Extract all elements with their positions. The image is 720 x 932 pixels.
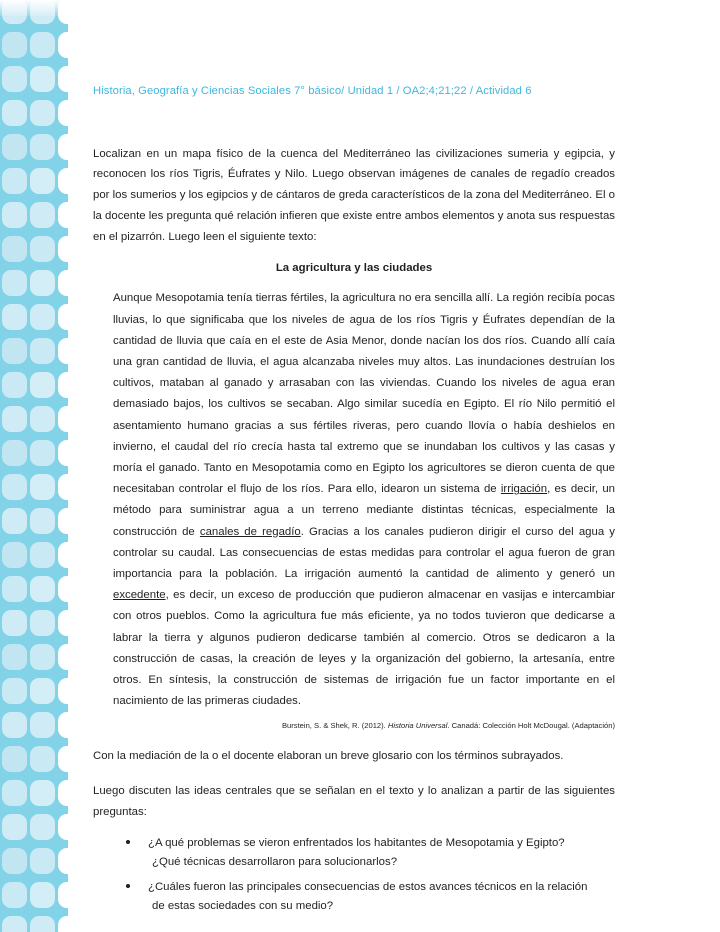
border-tile: [58, 304, 68, 330]
border-tile: [58, 508, 68, 534]
border-tile-row: [0, 538, 68, 572]
border-tile: [2, 406, 27, 432]
border-tile: [58, 678, 68, 704]
border-tile: [58, 236, 68, 262]
citation-publisher: . Canadá: Colección Holt McDougal. (Adaptación): [447, 721, 615, 731]
reading-part-2: , es decir, un método para suministrar agua a un terreno mediante distintas técnicas, especialmente la construcción de: [113, 483, 615, 538]
border-tile-row: [0, 130, 68, 164]
border-tile: [30, 338, 55, 364]
border-tile: [58, 168, 68, 194]
citation-authors-year: Burstein, S. & Shek, R. (2012).: [281, 721, 388, 731]
border-tile: [58, 134, 68, 160]
border-top-fade: [0, 0, 68, 16]
border-tile: [30, 406, 55, 432]
border-tile-row: [0, 776, 68, 810]
border-tile: [2, 304, 27, 330]
border-tile-row: [0, 640, 68, 674]
border-tile: [30, 270, 55, 296]
border-tile: [30, 916, 55, 932]
border-tile: [58, 610, 68, 636]
border-tile: [58, 32, 68, 58]
border-tile-row: [0, 742, 68, 776]
border-tile: [58, 644, 68, 670]
discussion-instruction-paragraph: Luego discuten las ideas centrales que se señalan en el texto y lo analizan a partir de las siguientes preguntas:: [93, 784, 615, 818]
border-tile: [30, 644, 55, 670]
border-tile-row: [0, 572, 68, 606]
border-tile: [58, 712, 68, 738]
border-tile: [2, 678, 27, 704]
glossary-term-excedente: excedente: [113, 589, 166, 602]
border-tile: [30, 304, 55, 330]
border-tile: [2, 372, 27, 398]
border-tile: [2, 882, 27, 908]
glossary-term-irrigacion: irrigación: [500, 483, 548, 496]
border-tile: [2, 32, 27, 58]
border-tile: [58, 202, 68, 228]
border-tile: [58, 814, 68, 840]
border-tile: [58, 882, 68, 908]
border-tile: [30, 372, 55, 398]
border-tile: [2, 916, 27, 932]
border-tile: [2, 168, 27, 194]
border-tile: [2, 440, 27, 466]
border-tile: [58, 100, 68, 126]
border-tile-row: [0, 708, 68, 742]
border-tile: [30, 66, 55, 92]
border-tile: [58, 916, 68, 932]
border-tile: [58, 542, 68, 568]
border-tile-row: [0, 674, 68, 708]
border-tile: [58, 66, 68, 92]
border-tile: [2, 134, 27, 160]
border-tile: [30, 576, 55, 602]
glossary-instruction-paragraph: Con la mediación de la o el docente elaboran un breve glosario con los términos subrayados.: [93, 750, 564, 762]
border-tile-row: [0, 606, 68, 640]
question-list: [93, 834, 615, 915]
source-citation: [113, 721, 615, 732]
border-tile-row: [0, 368, 68, 402]
border-tile: [2, 576, 27, 602]
reading-title: La agricultura y las ciudades: [275, 262, 433, 275]
border-tile: [2, 610, 27, 636]
border-tile: [30, 440, 55, 466]
border-tile: [58, 270, 68, 296]
border-tile: [2, 780, 27, 806]
reading-part-1: Aunque Mesopotamia tenía tierras fértiles, la agricultura no era sencilla allí. La región recibía pocas lluvias, lo que significaba que los niveles de agua de los ríos Tigris y Éufrates dependían de la cantidad de lluvia que caía en el este de Asia Menor, donde nacían los dos ríos. Cuando allí caía una gran cantidad de lluvia, el agua alcanzaba niveles muy altos. Las inundaciones destruían los cultivos, mataban al ganado y arrasaban con las viviendas. Cuando los niveles de agua eran demasiado bajos, los cultivos se secaban. Algo similar sucedía en Egipto. El río Nilo permitió el asentamiento humano gracias a sus fértiles riveras, pero cuando llovía o había deshielos en invierno, el caudal del río crecía hasta tal extremo que se inundaban los cultivos y las casas y moría el ganado. Tanto en Mesopotamia como en Egipto los agricultores se dieron cuenta de que necesitaban controlar el flujo de los ríos. Para ello, idearon un sistema de: [113, 292, 615, 496]
border-tile: [30, 236, 55, 262]
border-tile: [2, 100, 27, 126]
border-tile-row: [0, 844, 68, 878]
bullet-icon: [126, 840, 130, 844]
border-tile: [30, 508, 55, 534]
border-tile: [58, 338, 68, 364]
border-tile: [30, 610, 55, 636]
border-tile-row: [0, 62, 68, 96]
border-tile: [30, 474, 55, 500]
bullet-icon: [126, 884, 130, 888]
border-tile: [58, 372, 68, 398]
border-tile: [30, 542, 55, 568]
glossary-term-canales-de-regadio: canales de regadío: [199, 525, 301, 538]
border-tile: [2, 202, 27, 228]
border-tile: [58, 406, 68, 432]
border-tile-row: [0, 402, 68, 436]
border-tile-row: [0, 470, 68, 504]
border-tile: [2, 338, 27, 364]
border-tile: [30, 780, 55, 806]
border-tile: [58, 440, 68, 466]
border-tile: [2, 814, 27, 840]
reading-body: [113, 288, 615, 712]
border-tile: [2, 66, 27, 92]
border-tile: [58, 746, 68, 772]
intro-paragraph: Localizan en un mapa físico de la cuenca del Mediterráneo las civilizaciones sumeria y egipcia, y reconocen los ríos Tigris, Éufrates y Nilo. Luego observan imágenes de canales de regadío creados por los sumerios y los egipcios y de cántaros de greda característicos de la zona del Mediterráneo. El o la docente les pregunta qué relación infieren que existe entre ambos elementos y anota sus respuestas en el pizarrón. Luego leen el siguiente texto:: [93, 147, 615, 243]
border-tile-row: [0, 912, 68, 932]
border-tile-pattern: [0, 0, 68, 932]
border-tile-row: [0, 810, 68, 844]
border-tile: [2, 712, 27, 738]
border-tile-row: [0, 28, 68, 62]
border-tile: [58, 576, 68, 602]
border-tile: [2, 644, 27, 670]
border-tile-row: [0, 300, 68, 334]
border-tile: [2, 746, 27, 772]
border-tile: [30, 712, 55, 738]
decorative-left-border: [0, 0, 68, 932]
border-tile: [30, 746, 55, 772]
question-item: [126, 878, 618, 915]
border-tile-row: [0, 334, 68, 368]
border-tile: [2, 848, 27, 874]
border-tile: [30, 848, 55, 874]
question-line-secondary: de estas sociedades con su medio?: [152, 899, 334, 912]
border-tile-row: [0, 164, 68, 198]
border-tile-row: [0, 878, 68, 912]
border-tile: [30, 814, 55, 840]
border-tile-row: [0, 96, 68, 130]
border-tile: [30, 32, 55, 58]
border-tile-row: [0, 266, 68, 300]
border-tile: [58, 474, 68, 500]
question-line-secondary: ¿Qué técnicas desarrollaron para solucionarlos?: [152, 855, 398, 868]
border-tile: [2, 508, 27, 534]
border-tile-row: [0, 504, 68, 538]
border-tile: [30, 882, 55, 908]
border-tile: [58, 848, 68, 874]
citation-work-title: Historia Universal: [387, 721, 448, 731]
border-tile: [2, 270, 27, 296]
border-tile: [30, 202, 55, 228]
border-tile: [58, 780, 68, 806]
border-tile: [2, 542, 27, 568]
border-tile-row: [0, 232, 68, 266]
border-tile: [30, 100, 55, 126]
border-tile: [30, 678, 55, 704]
question-line-primary: ¿A qué problemas se vieron enfrentados los habitantes de Mesopotamia y Egipto?: [148, 837, 565, 850]
document-header-breadcrumb: Historia, Geografía y Ciencias Sociales 7° básico/ Unidad 1 / OA2;4;21;22 / Actividad 6: [93, 85, 532, 97]
question-line-primary: ¿Cuáles fueron las principales consecuencias de estos avances técnicos en la relación: [148, 881, 588, 894]
reading-part-4: , es decir, un exceso de producción que pudieron almacenar en vasijas e intercambiar con otros pueblos. Como la agricultura fue más eficiente, ya no todos tuvieron que dedicarse a labrar la tierra y algunos pudieron dedicarse también al comercio. Otros se dedicaron a la construcción de casas, la creación de leyes y la organización del gobierno, la artesanía, entre otros. En síntesis, la construcción de sistemas de irrigación fue un factor importante en el nacimiento de las primeras ciudades.: [113, 589, 615, 708]
question-item: [126, 834, 618, 871]
border-tile: [2, 236, 27, 262]
reading-part-3: . Gracias a los canales pudieron dirigir el curso del agua y controlar su caudal. Las consecuencias de estas medidas para controlar el agua fueron de gran importancia para la población. La irrigación aumentó la cantidad de alimento y generó un: [113, 525, 615, 580]
border-tile: [30, 168, 55, 194]
border-tile-row: [0, 198, 68, 232]
document-content: [93, 0, 615, 915]
border-tile: [30, 134, 55, 160]
border-tile: [2, 474, 27, 500]
border-tile-row: [0, 436, 68, 470]
